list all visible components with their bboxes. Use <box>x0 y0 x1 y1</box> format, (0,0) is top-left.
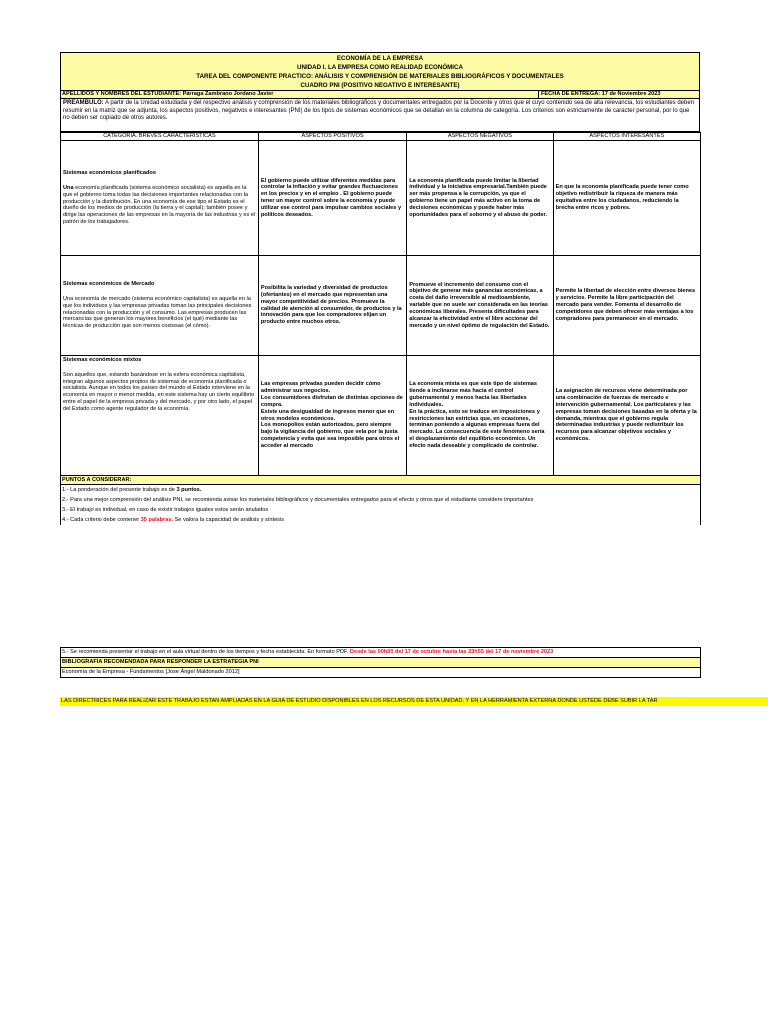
worksheet <box>60 52 700 525</box>
negative-cell: La economía planificada puede limitar la libertad individual y la iniciativa empresarial.También puede ser más propensa a la corrupción, ya que el gobierno tiene un papel más activo en la toma de decisiones económicas y puede haber más oportunidades para el soborno y el abuso de poder. <box>407 141 553 256</box>
point-4-tail: Se valora la capacidad de análisis y síntesis <box>173 517 285 523</box>
negative-cell: Promueve el incremento del consumo con el objetivo de generar más ganancias económicas, a costa del daño irreversible al medioambiente, variable que no suele ser considerada en las teorías económicas liberales. Presenta dificultades para alcanzar la efectividad entre el libre accionar del mercado y un nivel óptimo de regulación del Estado. <box>407 256 553 356</box>
table-row <box>61 356 701 476</box>
point-1 <box>60 485 701 495</box>
positive-cell: Las empresas privadas pueden decidir cómo administrar sus negocios. Los consumidores disfrutan de distintas opciones de compra. Existe una desigualdad de ingresos menor que en otros modelos económicos. Los monopolios están autorizados, pero siempre bajo la vigilancia del gobierno, que vela por la justa competencia y evita que sea imposible para otros el acceder al mercado <box>258 356 406 476</box>
table-header-row <box>61 133 701 141</box>
bibliography-item: Economía de la Empresa - Fundamentos [Jose Ángel Maldonado 2012] <box>60 668 701 678</box>
positive-cell: Posibilita la variedad y diversidad de productos (ofertantes) en el mercado que representan una mayor competitividad de precios. Promueve la calidad de atención al consumidor, de productos y la innovación para que los compradores elijan un producto entre muchos otros. <box>258 256 406 356</box>
student-name: APELLIDOS Y NOMBRES DEL ESTUDIANTE: Párraga Zambrano Jordano Javier <box>61 91 539 98</box>
column-header-interesting: ASPECTOS INTERESANTES <box>553 133 700 141</box>
category-description: Son aquellos que, estando basándose en la esfera económica capitalista, integran algunos aspectos propios de sistemas de economía planificada o socialista. Aunque en todos los países del mundo el Estado interviene en la economía en mayor o menor medida, en este sistema hay un cierto equilibrio entre el papel de la empresa privada y del mercado, y por otro lado, el papel del Estado como agente regulador de la economía. <box>63 371 255 412</box>
category-cell <box>61 356 259 476</box>
preamble <box>60 99 700 132</box>
points-section <box>60 476 701 525</box>
interesting-cell: Permite la libertad de elección entre diversos bienes y servicios. Permite la libre participación del mercado para vender. Fomenta el desarrollo de competidores que deben ofrecer más ventajas a los compradores para permanecer en el mercado. <box>553 256 700 356</box>
due-date: FECHA DE ENTREGA: 17 de Noviembre 2023 <box>541 91 661 97</box>
category-cell <box>61 141 259 256</box>
task-title: TAREA DEL COMPONENTE PRACTICO: ANÁLISIS Y COMPRENSIÓN DE MATERIALES BIBLIOGRÁFICOS Y DOCUMENTALES <box>196 73 564 80</box>
point-5-deadline: Desde las 00h00 del 17 de octubre hasta las 23h55 del 17 de noviembre 2023 <box>349 649 554 655</box>
category-description: Una economía de mercado (sistema económico capitalista) es aquella en la que los individuos y las empresas privadas toman las principales decisiones relacionadas con la producción y el consumo. Las empresas producen las mercancías que generan los mayores beneficios (el qué) mediante las técnicas de producción que son menos costosas (el cómo). <box>63 295 252 330</box>
column-header-category: CATEGORIA. BREVES CARACTERÍSTICAS <box>61 133 259 141</box>
column-header-negative: ASPECTOS NEGATIVOS <box>407 133 553 141</box>
interesting-cell: En que la economía planificada puede tener como objetivo redistribuir la riqueza de manera más equitativa entre los ciudadanos, reduciendo la brecha entre ricos y pobres. <box>553 141 700 256</box>
pni-table <box>60 132 701 476</box>
preamble-text: A partir de la Unidad estudiada y del respectivo análisis y comprensión de los materiales bibliográficos y documentales entregados por la Docente y otros que el cuyo contenido sea de alta relevancia, los estudiantes deben resumir en la matriz que se adjunta, los aspectos positivos, negativos e interesantes (PNI) de los tipos de sistemas económicos que se detallan en la columna de categoría. Los criterios son estrictamente de caracter personal, por lo que no deben ser copiado de otros autores. <box>63 100 695 121</box>
table-row <box>61 141 701 256</box>
point-5-text: 5.- Se recomienda presentar el trabajo en el aula virtual dentro de los tiempos y fecha establecida. En formato PDF. <box>62 649 350 655</box>
category-description-text: economía planificada (sistema económico socialista) es aquella en la que el gobierno toma todas las decisiones importantes relacionadas con la producción y la distribución. En una economía de ese tipo el Estado es el dueño de los medios de producción (la tierra y el capital); también posee y dirige las operaciones de las empresas en la mayoría de las industrias y es el patrón de los trabajadores. <box>63 184 256 226</box>
category-title: Sistemas económicos planificados <box>63 170 156 177</box>
student-row <box>60 91 700 99</box>
points-title: PUNTOS A CONSIDERAR: <box>60 476 701 485</box>
course-title: ECONOMÍA DE LA EMPRESA <box>336 55 424 62</box>
unit-title: UNIDAD I. LA EMPRESA COMO REALIDAD ECONÓMICA <box>297 64 463 71</box>
point-3: 3.- El trabajo es individual, en caso de existir trabajos iguales estos serán anulados <box>60 505 701 515</box>
category-title: Sistemas económicos mixtos <box>63 357 142 363</box>
preamble-label: PREAMBULO: <box>63 100 104 106</box>
negative-cell: La economía mixta es que este tipo de sistemas tiende a inclinarse más hacia el control gubernamental y menos hacia las libertades individuales. En la práctica, esto se traduce en imposiciones y restricciones tan estrictas que, en ocasiones, terminan poniendo a algunas empresas fuera del mercado. La consecuencia de este fenómeno sería el desplazamiento del equilibrio económico. Un efecto nada deseable y complicado de controlar. <box>407 356 553 476</box>
point-5 <box>60 647 701 658</box>
table-row <box>61 256 701 356</box>
point-1-value: 3 puntos. <box>176 487 202 493</box>
point-4-text: 4.- Cada criterio debe contener <box>62 517 141 523</box>
bibliography-title: BIBLIOGRAFIA RECOMENDADA PARA RESPONDER LA ESTRATEGIA PNI <box>60 658 701 668</box>
category-description <box>63 185 256 226</box>
guidelines-banner: LAS DIRECTRICES PARA REALIZAR ESTE TRABAJO ESTAN AMPLIADAS EN LA GUIA DE ESTUDIO DISPONIBLES EN LOS RECURSOS DE ESTA UNIDAD. Y EN LA HERRAMIENTA EXTERNA DONDE USTEDE DEBE SUBIR LA TAR <box>60 697 768 706</box>
table-title: CUADRO PNI (POSITIVO NEGATIVO E INTERESANTE) <box>300 82 460 89</box>
point-4 <box>60 515 701 525</box>
footer-section <box>60 647 701 678</box>
point-4-highlight: 35 palabras. <box>140 517 174 523</box>
point-1-text: 1.- La ponderación del presente trabajo es de <box>62 487 177 493</box>
category-cell <box>61 256 259 356</box>
category-description-lead: Una <box>63 184 74 191</box>
document-header <box>60 52 700 91</box>
interesting-cell: La asignación de recursos viene determinada por una combinación de fuerzas de mercado e intervención gubernamental. Los particulares y las empresas toman decisiones basadas en la oferta y la demanda, mientras que el gobierno regula determinadas industrias y puede redistribuir los recursos para alcanzar objetivos sociales y económicos. <box>553 356 700 476</box>
column-header-positive: ASPECTOS POSITIVOS <box>258 133 406 141</box>
point-2: 2.- Para una mejor comprensión del análisis PNI, se recomienda avisar los materiales bibliográficos y documentales entregados para el efecto y otros que el estudiante considere importantes <box>60 495 701 505</box>
positive-cell: El gobierno puede utilizar diferentes medidas para controlar la inflación y evitar grandes fluctuaciones en los precios y en el empleo . El gobierno puede tener un mayor control sobre la economía y puede utilizar ese control para impulsar cambios sociales y políticos deseados. <box>258 141 406 256</box>
category-title: Sistemas económicos de Mercado <box>63 281 155 288</box>
